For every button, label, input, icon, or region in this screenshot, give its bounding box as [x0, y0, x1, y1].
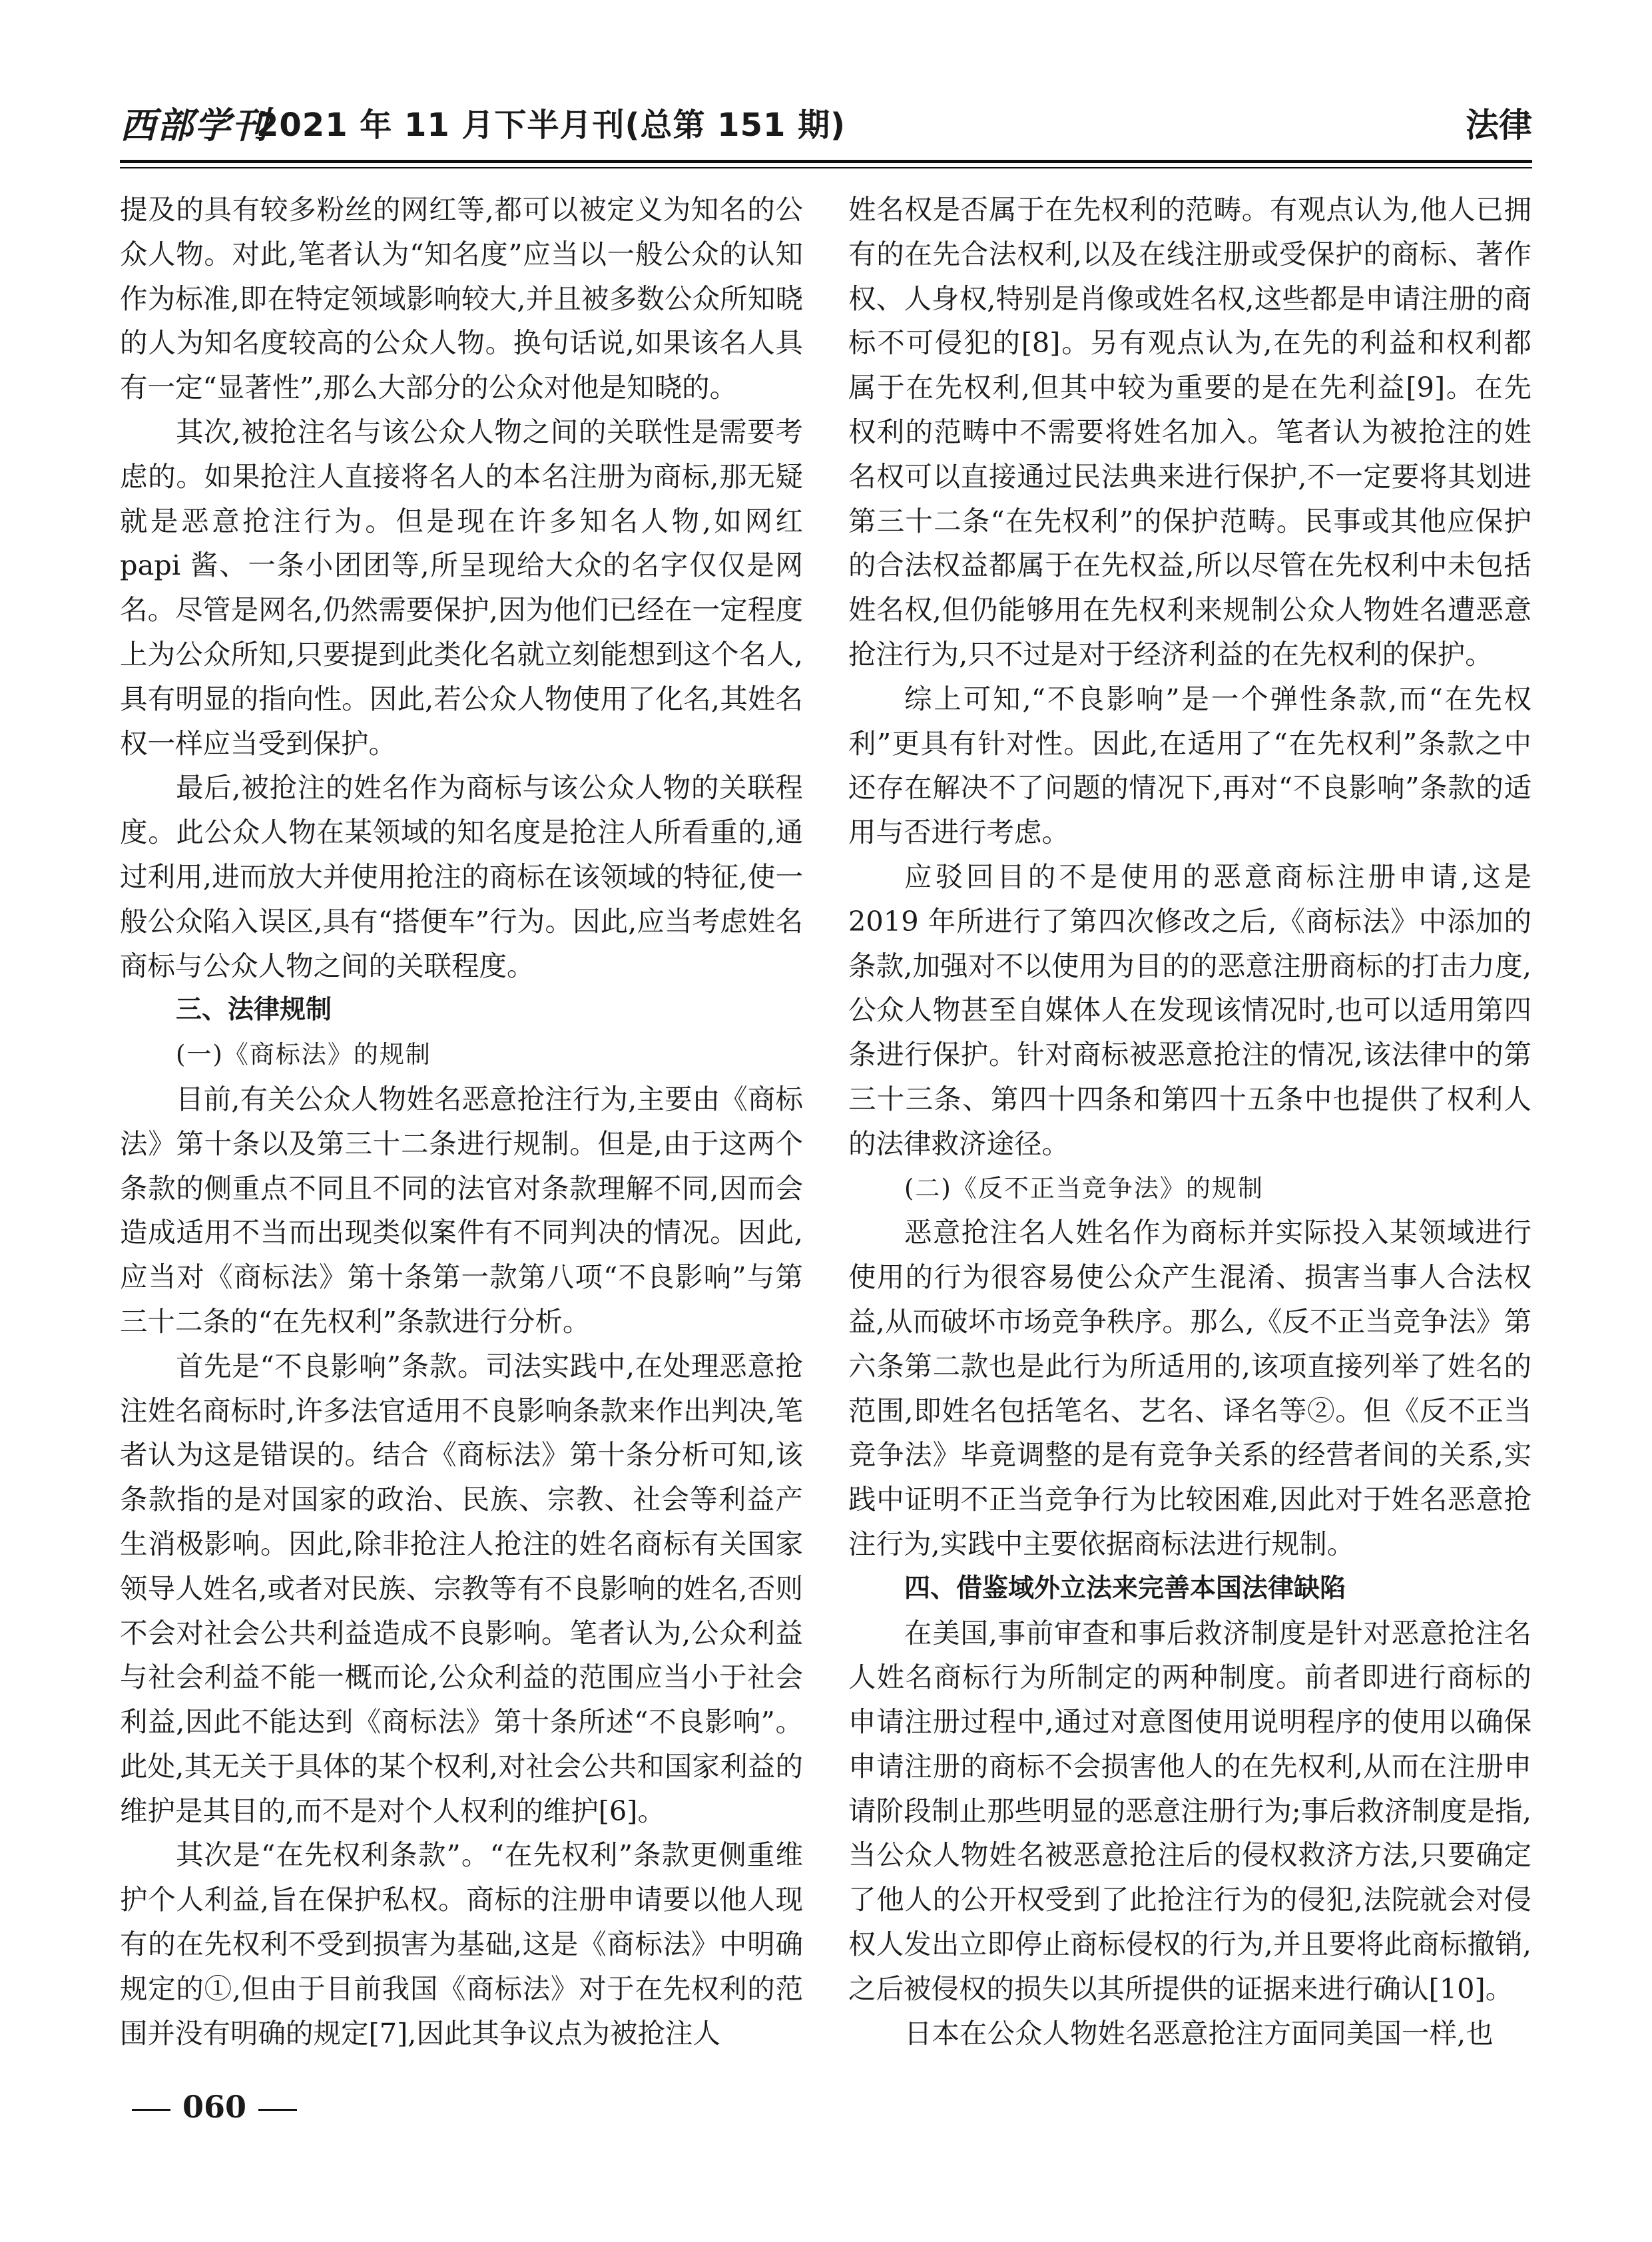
journal-issue-line: 2021 年 11 月下半月刊(总第 151 期) — [256, 107, 846, 144]
body-paragraph: 其次,被抢注名与该公众人物之间的关联性是需要考虑的。如果抢注人直接将名人的本名注册为商标,那无疑就是恶意抢注行为。但是现在许多知名人物,如网红 papi 酱、一条小团团等,所呈现给大众的名字仅仅是网名。尽管是网名,仍然需要保护,因为他们已经在一定程度上为公众所知,只要提到此类化名就立刻能想到这个名人,具有明显的指向性。因此,若公众人物使用了化名,其姓名权一样应当受到保护。 — [120, 415, 803, 760]
body-paragraph: 其次是“在先权利条款”。“在先权利”条款更侧重维护个人利益,旨在保护私权。商标的注册申请要以他人现有的在先权利不受到损害为基础,这是《商标法》中明确规定的①,但由于目前我国《商标法》对于在先权利的范围并没有明确的规定[7],因此其争议点为被抢注人 — [120, 1838, 803, 2050]
header-rule-thin — [120, 167, 1532, 168]
page-number: 060 — [182, 2089, 247, 2125]
body-paragraph: 应驳回目的不是使用的恶意商标注册申请,这是 2019 年所进行了第四次修改之后,《商标法》中添加的条款,加强对不以使用为目的的恶意注册商标的打击力度,公众人物甚至自媒体人在发现该情况时,也可以适用第四条进行保护。针对商标被恶意抢注的情况,该法律中的第三十三条、第四十四条和第四十五条中也提供了权利人的法律救济途径。 — [848, 860, 1531, 1160]
subsection-heading: (二)《反不正当竞争法》的规制 — [904, 1173, 1264, 1203]
header-rule-thick — [120, 160, 1532, 163]
footer-dash-right — [258, 2109, 297, 2111]
body-paragraph: 日本在公众人物姓名恶意抢注方面同美国一样,也 — [904, 2016, 1494, 2050]
body-paragraph: 目前,有关公众人物姓名恶意抢注行为,主要由《商标法》第十条以及第三十二条进行规制。但是,由于这两个条款的侧重点不同且不同的法官对条款理解不同,因而会造成适用不当而出现类似案件有不同判决的情况。因此,应当对《商标法》第十条第一款第八项“不良影响”与第三十二条的“在先权利”条款进行分析。 — [120, 1082, 803, 1338]
section-heading: 三、法律规制 — [176, 995, 332, 1025]
body-paragraph: 首先是“不良影响”条款。司法实践中,在处理恶意抢注姓名商标时,许多法官适用不良影响条款来作出判决,笔者认为这是错误的。结合《商标法》第十条分析可知,该条款指的是对国家的政治、民族、宗教、社会等利益产生消极影响。因此,除非抢注人抢注的姓名商标有关国家领导人姓名,或者对民族、宗教等有不良影响的姓名,否则不会对社会公共利益造成不良影响。笔者认为,公众利益与社会利益不能一概而论,公众利益的范围应当小于社会利益,因此不能达到《商标法》第十条所述“不良影响”。此处,其无关于具体的某个权利,对社会公共和国家利益的维护是其目的,而不是对个人权利的维护[6]。 — [120, 1349, 803, 1827]
page-footer — [120, 2087, 309, 2127]
journal-logo: 西部学刊 — [120, 104, 269, 146]
body-paragraph: 最后,被抢注的姓名作为商标与该公众人物的关联程度。此公众人物在某领域的知名度是抢注人所看重的,通过利用,进而放大并使用抢注的商标在该领域的特征,使一般公众陷入误区,具有“搭便车”行为。因此,应当考虑姓名商标与公众人物之间的关联程度。 — [120, 771, 803, 982]
body-paragraph: 在美国,事前审查和事后救济制度是针对恶意抢注名人姓名商标行为所制定的两种制度。前者即进行商标的申请注册过程中,通过对意图使用说明程序的使用以确保申请注册的商标不会损害他人的在先权利,从而在注册申请阶段制止那些明显的恶意注册行为;事后救济制度是指,当公众人物姓名被恶意抢注后的侵权救济方法,只要确定了他人的公开权受到了此抢注行为的侵犯,法院就会对侵权人发出立即停止商标侵权的行为,并且要将此商标撤销,之后被侵权的损失以其所提供的证据来进行确认[10]。 — [848, 1616, 1531, 2005]
section-label: 法律 — [1466, 106, 1532, 144]
body-paragraph: 恶意抢注名人姓名作为商标并实际投入某领域进行使用的行为很容易使公众产生混淆、损害当事人合法权益,从而破坏市场竞争秩序。那么,《反不正当竞争法》第六条第二款也是此行为所适用的,该项直接列举了姓名的范围,即姓名包括笔名、艺名、译名等②。但《反不正当竞争法》毕竟调整的是有竞争关系的经营者间的关系,实践中证明不正当竞争行为比较困难,因此对于姓名恶意抢注行为,实践中主要依据商标法进行规制。 — [848, 1216, 1531, 1560]
body-paragraph: 综上可知,“不良影响”是一个弹性条款,而“在先权利”更具有针对性。因此,在适用了“在先权利”条款之中还存在解决不了问题的情况下,再对“不良影响”条款的适用与否进行考虑。 — [848, 682, 1531, 849]
right-column — [848, 188, 1531, 2050]
footer-dash-left — [132, 2109, 170, 2111]
subsection-heading: (一)《商标法》的规制 — [176, 1040, 431, 1069]
body-paragraph-continued: 姓名权是否属于在先权利的范畴。有观点认为,他人已拥有的在先合法权利,以及在线注册或受保护的商标、著作权、人身权,特别是肖像或姓名权,这些都是申请注册的商标不可侵犯的[8]。另有观点认为,在先的利益和权利都属于在先权利,但其中较为重要的是在先利益[9]。在先权利的范畴中不需要将姓名加入。笔者认为被抢注的姓名权可以直接通过民法典来进行保护,不一定要将其划进第三十二条“在先权利”的保护范畴。民事或其他应保护的合法权益都属于在先权益,所以尽管在先权利中未包括姓名权,但仍能够用在先权利来规制公众人物姓名遭恶意抢注行为,只不过是对于经济利益的在先权利的保护。 — [848, 193, 1531, 671]
left-column — [120, 188, 803, 2050]
section-heading: 四、借鉴域外立法来完善本国法律缺陷 — [904, 1573, 1346, 1603]
body-paragraph-continued: 提及的具有较多粉丝的网红等,都可以被定义为知名的公众人物。对此,笔者认为“知名度”应当以一般公众的认知作为标准,即在特定领域影响较大,并且被多数公众所知晓的人为知名度较高的公众人物。换句话说,如果该名人具有一定“显著性”,那么大部分的公众对他是知晓的。 — [120, 193, 803, 404]
page-header — [120, 99, 1532, 152]
